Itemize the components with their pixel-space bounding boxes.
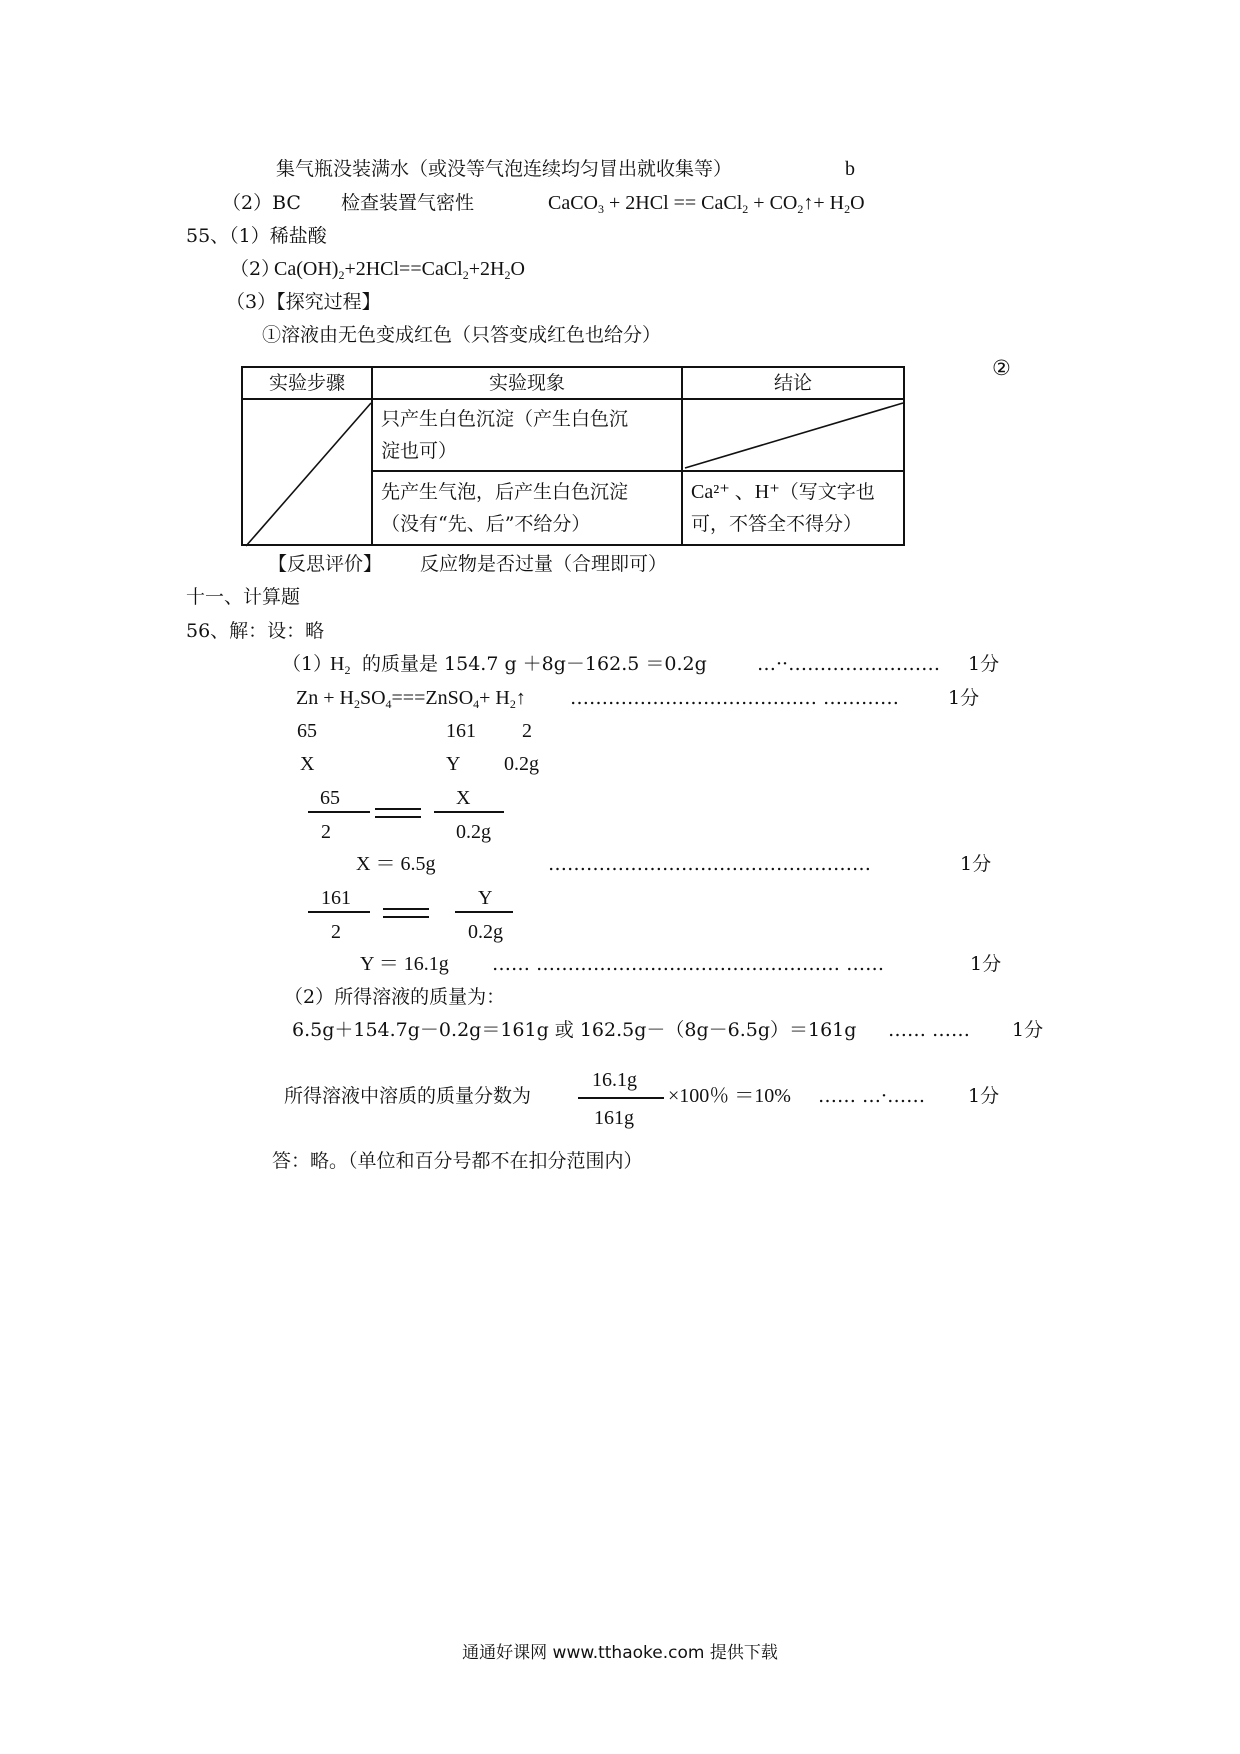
fraction-1-rden: 0.2g <box>456 821 491 843</box>
reflection-label: 【反思评价】 <box>268 553 383 575</box>
question-55-3: （3）【探究过程】 <box>226 291 381 313</box>
molar-2: 2 <box>522 720 532 742</box>
fraction-1-numerator: 65 <box>320 787 340 809</box>
equation-caco3: CaCO$_3$ + 2HCl == CaCl$_2$ + $CO_2↑+ H_2O$ <box>548 192 865 216</box>
table-header-phenomena: 实验现象 <box>372 367 682 399</box>
equation-zn: $Zn + H_2SO_4===ZnSO_4+$ $H_2↑$ <box>296 687 526 711</box>
answer-b: b <box>845 158 855 180</box>
reflection-text: 反应物是否过量（合理即可） <box>420 553 668 575</box>
equals-sign <box>375 808 421 818</box>
unknown-x: X <box>300 753 315 775</box>
fraction-2-denominator: 2 <box>331 921 341 943</box>
fraction-2-rden: 0.2g <box>468 921 503 943</box>
score-2: 1分 <box>948 687 980 709</box>
score-1: 1分 <box>968 653 1000 675</box>
part-1-dots: …··…………………… <box>757 653 941 675</box>
table-cell-conclusion-empty <box>682 399 904 471</box>
y-result-dots: …… ………………………………………… …… <box>492 953 885 975</box>
fraction-3-denominator: 161g <box>594 1107 634 1129</box>
page-footer: 通通好课网 www.tthaoke.com 提供下载 <box>462 1643 778 1663</box>
fraction-2-rbar <box>455 911 513 913</box>
fraction-3-numerator: 16.1g <box>592 1069 637 1091</box>
equation-dots: ………………………………… ………… <box>570 687 900 709</box>
score-4: 1分 <box>970 953 1002 975</box>
answer-2-bc: （2）BC <box>222 192 301 214</box>
molar-161: 161 <box>446 720 476 742</box>
part-2-calc: 6.5g＋154.7g－0.2g＝161g 或 162.5g－（8g－6.5g）＝161g <box>292 1019 857 1041</box>
x-result: X ＝ 6.5g <box>356 853 436 875</box>
fraction-2-bar <box>308 911 370 913</box>
table-cell-steps-empty <box>242 399 372 545</box>
fraction-2-rnum: Y <box>478 887 493 909</box>
final-answer: 答：略。（单位和百分号都不在扣分范围内） <box>272 1150 643 1172</box>
part-1-text: 的质量是 154.7 g ＋8g－162.5 ＝0.2g <box>362 653 707 675</box>
answer-2-check: 检查装置气密性 <box>341 192 475 214</box>
section-11-title: 十一、计算题 <box>186 586 301 608</box>
question-56: 56、解：设：略 <box>186 620 325 642</box>
part-2-title: （2）所得溶液的质量为： <box>284 986 506 1008</box>
score-5: 1分 <box>1012 1019 1044 1041</box>
fraction-1-denominator: 2 <box>321 821 331 843</box>
part-1-label: （1） <box>282 653 333 675</box>
answer-line-1: 集气瓶没装满水（或没等气泡连续均匀冒出就收集等） <box>276 158 733 180</box>
equals-sign <box>383 908 429 918</box>
circle-2-label: ② <box>992 356 1011 380</box>
fraction-2-numerator: 161 <box>321 887 351 909</box>
diagonal-slash <box>243 400 373 548</box>
h2-symbol: $H_2$ <box>330 653 351 677</box>
question-55-2-label: （2） <box>230 258 281 280</box>
question-55-1: 55、（1）稀盐酸 <box>186 225 327 247</box>
mass-02g: 0.2g <box>504 753 539 775</box>
fraction-3-bar <box>578 1097 664 1099</box>
molar-65: 65 <box>297 720 317 742</box>
fraction-3-dots: …… …·…… <box>818 1085 926 1107</box>
experiment-table <box>241 366 905 546</box>
fraction-1-rbar <box>434 811 504 813</box>
diagonal-slash <box>683 400 905 472</box>
y-result: Y ＝ 16.1g <box>360 953 449 975</box>
score-6: 1分 <box>968 1085 1000 1107</box>
fraction-3-tail: ×100％ ＝10% <box>668 1085 791 1107</box>
part-2-dots: …… …… <box>888 1019 971 1041</box>
fraction-1-bar <box>308 811 370 813</box>
score-3: 1分 <box>960 853 992 875</box>
table-header-steps: 实验步骤 <box>242 367 372 399</box>
question-55-3-1: ①溶液由无色变成红色（只答变成红色也给分） <box>262 324 662 346</box>
fraction-3-label: 所得溶液中溶质的质量分数为 <box>284 1085 532 1107</box>
table-header-conclusion: 结论 <box>682 367 904 399</box>
unknown-y: Y <box>446 753 461 775</box>
x-result-dots: …………………………………………… <box>548 853 871 875</box>
table-cell-phenomenon-2: 先产生气泡，后产生白色沉淀 （没有“先、后”不给分） <box>372 471 682 545</box>
table-cell-conclusion-2: Ca²⁺ 、H⁺（写文字也 可，不答全不得分） <box>682 471 904 545</box>
table-cell-phenomenon-1: 只产生白色沉淀（产生白色沉 淀也可） <box>372 399 682 471</box>
fraction-1-rnum: X <box>456 787 471 809</box>
equation-caoh2: $Ca(OH)_2+2HCl==CaCl_2+2H_2O$ <box>274 258 525 282</box>
